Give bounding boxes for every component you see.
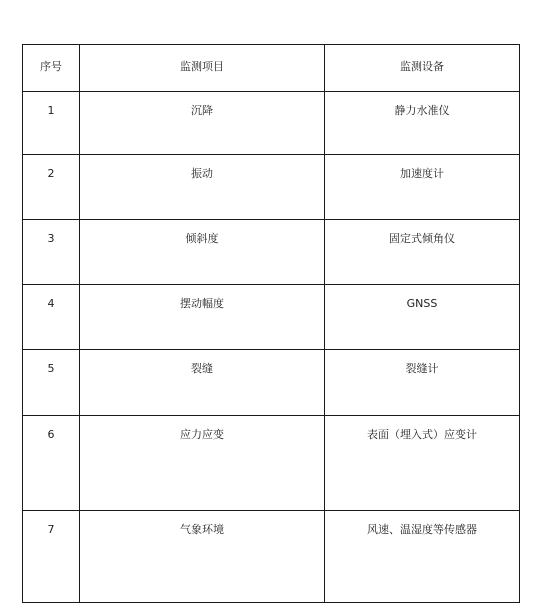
table-row bbox=[23, 220, 520, 285]
header-serial-number: 序号 bbox=[23, 45, 80, 92]
cell-serial-number: 6 bbox=[23, 416, 80, 511]
cell-serial-number: 1 bbox=[23, 92, 80, 155]
cell-monitoring-device: 风速、温湿度等传感器 bbox=[325, 511, 520, 603]
cell-monitoring-item: 振动 bbox=[80, 155, 325, 220]
cell-monitoring-item: 倾斜度 bbox=[80, 220, 325, 285]
header-monitoring-item: 监测项目 bbox=[80, 45, 325, 92]
cell-monitoring-item: 裂缝 bbox=[80, 350, 325, 416]
cell-monitoring-item: 应力应变 bbox=[80, 416, 325, 511]
cell-monitoring-device: 加速度计 bbox=[325, 155, 520, 220]
cell-monitoring-item: 沉降 bbox=[80, 92, 325, 155]
cell-serial-number: 2 bbox=[23, 155, 80, 220]
cell-monitoring-device: GNSS bbox=[325, 285, 520, 350]
table-row bbox=[23, 285, 520, 350]
cell-serial-number: 3 bbox=[23, 220, 80, 285]
cell-serial-number: 5 bbox=[23, 350, 80, 416]
table-header-row bbox=[23, 45, 520, 92]
cell-monitoring-item: 摆动幅度 bbox=[80, 285, 325, 350]
table-row bbox=[23, 92, 520, 155]
cell-monitoring-device: 固定式倾角仪 bbox=[325, 220, 520, 285]
cell-monitoring-item: 气象环境 bbox=[80, 511, 325, 603]
monitoring-table bbox=[22, 44, 520, 603]
cell-monitoring-device: 静力水准仪 bbox=[325, 92, 520, 155]
table-row bbox=[23, 350, 520, 416]
table-row bbox=[23, 155, 520, 220]
cell-serial-number: 4 bbox=[23, 285, 80, 350]
table-row bbox=[23, 511, 520, 603]
header-monitoring-device: 监测设备 bbox=[325, 45, 520, 92]
cell-serial-number: 7 bbox=[23, 511, 80, 603]
table-row bbox=[23, 416, 520, 511]
cell-monitoring-device: 表面（埋入式）应变计 bbox=[325, 416, 520, 511]
cell-monitoring-device: 裂缝计 bbox=[325, 350, 520, 416]
